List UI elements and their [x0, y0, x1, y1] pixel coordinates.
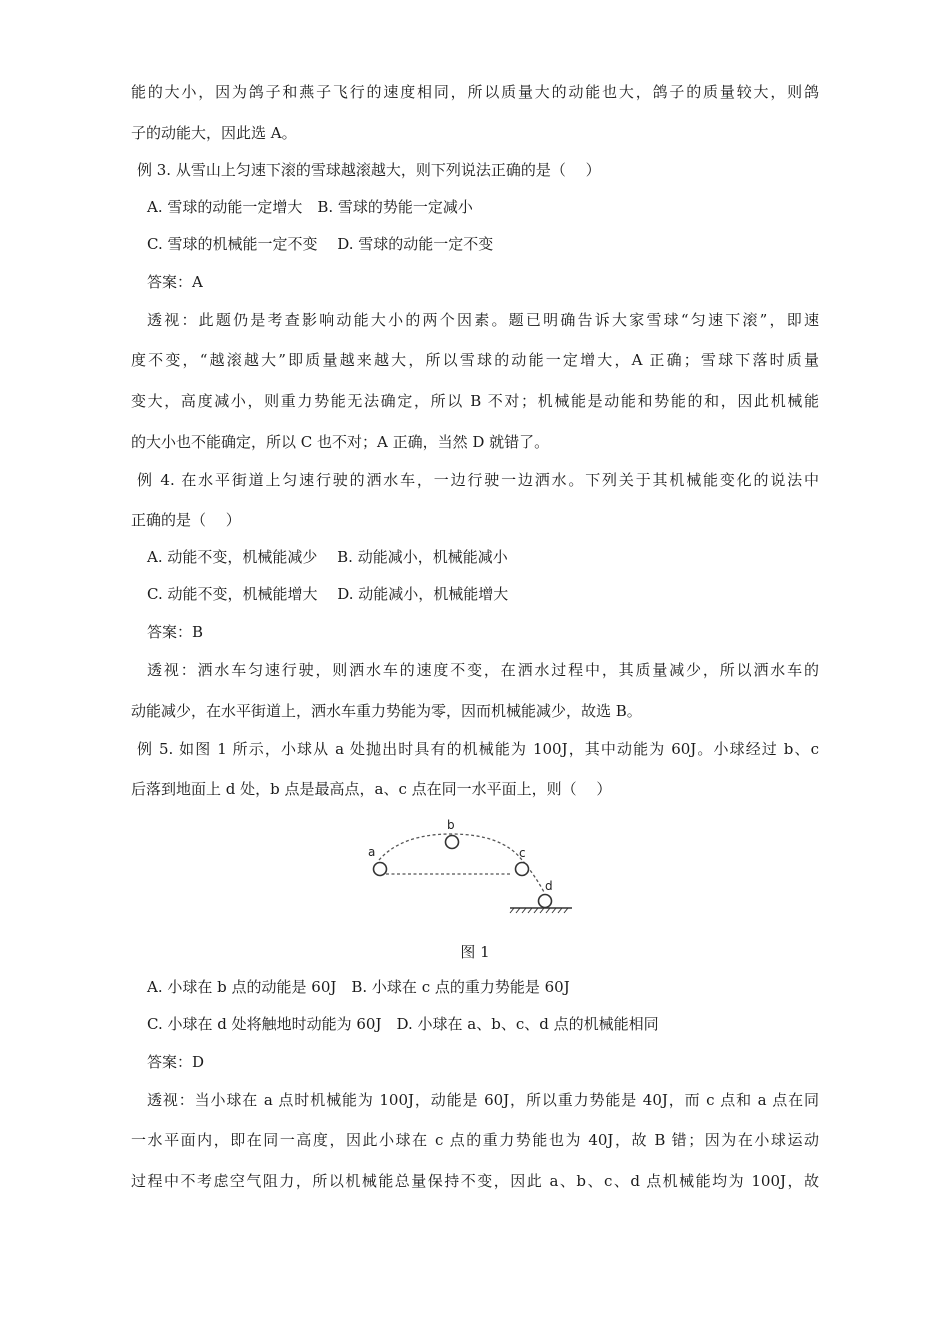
example-5-options-ab: A. 小球在 b 点的动能是 60J B. 小球在 c 点的重力势能是 60J — [147, 978, 570, 996]
label-d: d — [545, 879, 553, 893]
label-b: b — [447, 818, 455, 832]
example-3-question: 例 3. 从雪山上匀速下滚的雪球越滚越大，则下列说法正确的是（ ） — [137, 161, 601, 179]
label-c: c — [519, 846, 526, 860]
example-5-question: 例 5. 如图 1 所示，小球从 a 处抛出时具有的机械能为 100J，其中动能为 60J。小球经过 b、c — [137, 740, 819, 758]
example-5-question: 后落到地面上 d 处，b 点是最高点，a、c 点在同一水平面上，则（ ） — [131, 780, 612, 798]
label-a: a — [368, 845, 376, 859]
ball-d — [539, 895, 552, 908]
example-4-options-ab: A. 动能不变，机械能减少 B. 动能减小，机械能减小 — [147, 548, 508, 566]
example-4-options-cd: C. 动能不变，机械能增大 D. 动能减小，机械能增大 — [147, 585, 509, 603]
paragraph-line: 子的动能大，因此选 A。 — [131, 124, 297, 142]
example-5-answer: 答案：D — [147, 1053, 205, 1071]
example-4-answer: 答案：B — [147, 623, 204, 641]
example-5-analysis: 一水平面内，即在同一高度，因此小球在 c 点的重力势能也为 40J，故 B 错；因为在小球运动 — [131, 1131, 819, 1149]
example-4-question: 例 4. 在水平街道上匀速行驶的洒水车，一边行驶一边洒水。下列关于其机械能变化的说法中 — [137, 471, 819, 489]
example-3-options-cd: C. 雪球的机械能一定不变 D. 雪球的动能一定不变 — [147, 235, 494, 253]
example-3-analysis: 透视：此题仍是考查影响动能大小的两个因素。题已明确告诉大家雪球“匀速下滚”，即速 — [147, 311, 819, 329]
example-3-analysis: 变大，高度减小，则重力势能无法确定，所以 B 不对；机械能是动能和势能的和，因此机械能 — [131, 392, 819, 410]
example-4-analysis: 动能减少，在水平街道上，洒水车重力势能为零，因而机械能减少，故选 B。 — [131, 702, 642, 720]
example-3-analysis: 度不变，“越滚越大”即质量越来越大，所以雪球的动能一定增大，A 正确；雪球下落时质量 — [131, 351, 819, 369]
example-3-answer: 答案：A — [147, 273, 203, 291]
example-5-analysis: 透视：当小球在 a 点时机械能为 100J，动能是 60J，所以重力势能是 40J，而 c 点和 a 点在同 — [147, 1091, 819, 1109]
paragraph-line: 能的大小，因为鸽子和燕子飞行的速度相同，所以质量大的动能也大，鸽子的质量较大，则鸽 — [131, 83, 819, 101]
example-3-options-ab: A. 雪球的动能一定增大 B. 雪球的势能一定减小 — [147, 198, 473, 216]
figure-1-trajectory — [362, 812, 587, 917]
example-3-analysis: 的大小也不能确定，所以 C 也不对；A 正确，当然 D 就错了。 — [131, 433, 550, 451]
figure-caption: 图 1 — [460, 943, 490, 961]
example-4-question: 正确的是（ ） — [131, 511, 241, 529]
ball-b — [446, 836, 459, 849]
ball-a — [374, 863, 387, 876]
example-5-analysis: 过程中不考虑空气阻力，所以机械能总量保持不变，因此 a、b、c、d 点机械能均为 100J，故 — [131, 1172, 819, 1190]
example-4-analysis: 透视：洒水车匀速行驶，则洒水车的速度不变，在洒水过程中，其质量减少，所以洒水车的 — [147, 661, 819, 679]
ball-c — [516, 863, 529, 876]
example-5-options-cd: C. 小球在 d 处将触地时动能为 60J D. 小球在 a、b、c、d 点的机械能相同 — [147, 1015, 659, 1033]
